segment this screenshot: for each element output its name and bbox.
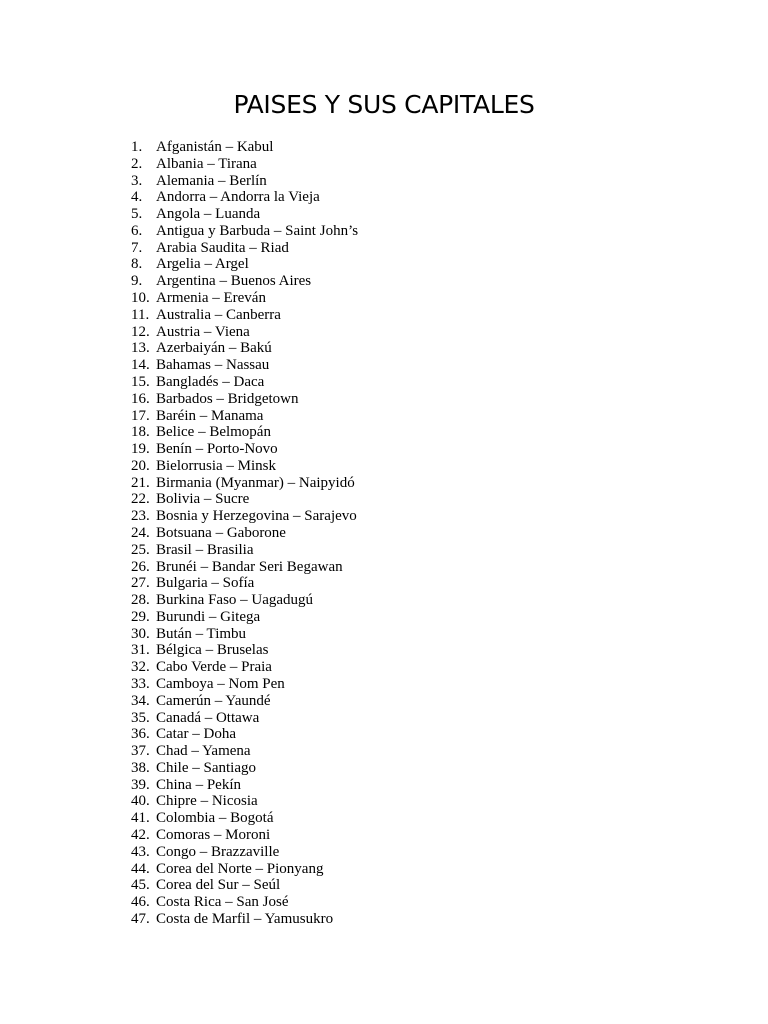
list-item (131, 793, 358, 810)
list-item-number: 5. (131, 206, 143, 223)
list-item-number: 27. (131, 575, 150, 592)
list-item (131, 340, 358, 357)
list-item-number: 47. (131, 910, 150, 927)
list-item-text: Albania – Tirana (156, 155, 257, 172)
list-item-text: Bulgaria – Sofía (156, 575, 255, 592)
list-item-number: 23. (131, 508, 150, 525)
list-item-text: Bahamas – Nassau (156, 357, 270, 374)
list-item (131, 240, 358, 257)
list-item-text: Brunéi – Bandar Seri Begawan (156, 558, 343, 575)
list-item (131, 223, 358, 240)
list-item-number: 11. (131, 306, 150, 323)
list-item-text: Camboya – Nom Pen (156, 676, 285, 692)
list-item-number: 18. (131, 424, 150, 441)
list-item-text: China – Pekín (156, 776, 241, 793)
list-item-text: Chile – Santiago (156, 759, 256, 776)
list-item-text: Australia – Canberra (156, 306, 281, 323)
list-item-text: Bélgica – Bruselas (156, 642, 269, 659)
list-item-text: Costa Rica – San José (156, 894, 289, 911)
list-item (131, 911, 358, 928)
list-item-number: 15. (131, 373, 150, 390)
list-item-text: Argelia – Argel (156, 256, 249, 273)
list-item (131, 156, 358, 173)
list-item-number: 13. (131, 340, 150, 357)
list-item-text: Bután – Timbu (156, 625, 247, 642)
list-item (131, 710, 358, 727)
list-item (131, 324, 358, 341)
list-item (131, 273, 358, 290)
list-item-number: 32. (131, 659, 150, 676)
page-title: PAISES Y SUS CAPITALES (233, 90, 535, 119)
list-item-number: 38. (131, 759, 150, 776)
list-item-number: 41. (131, 810, 150, 827)
list-item (131, 290, 358, 307)
list-item (131, 592, 358, 609)
list-item (131, 374, 358, 391)
list-item-number: 2. (131, 155, 143, 172)
list-item-number: 29. (131, 608, 150, 625)
list-item-text: Antigua y Barbuda – Saint John’s (156, 222, 359, 239)
list-item (131, 206, 358, 223)
list-item (131, 525, 358, 542)
list-item (131, 861, 358, 878)
list-item-text: Corea del Sur – Seúl (156, 877, 281, 894)
list-item-text: Comoras – Moroni (156, 827, 271, 844)
list-item-number: 39. (131, 776, 150, 793)
list-item (131, 173, 358, 190)
list-item-number: 46. (131, 894, 150, 911)
list-item-number: 6. (131, 222, 143, 239)
list-item (131, 659, 358, 676)
list-item (131, 726, 358, 743)
list-item-number: 16. (131, 390, 150, 407)
list-item-text: Cabo Verde – Praia (156, 659, 272, 676)
country-capital-list (131, 139, 358, 928)
list-item (131, 559, 358, 576)
list-item (131, 777, 358, 794)
list-item (131, 441, 358, 458)
list-item-text: Canadá – Ottawa (156, 709, 260, 726)
list-item-text: Bolivia – Sucre (156, 491, 250, 508)
list-item-text: Baréin – Manama (156, 407, 264, 424)
list-item (131, 458, 358, 475)
list-item-number: 45. (131, 877, 150, 894)
list-item (131, 475, 358, 492)
list-item (131, 827, 358, 844)
list-item (131, 894, 358, 911)
list-item-text: Corea del Norte – Pionyang (156, 860, 324, 877)
list-item-number: 4. (131, 189, 143, 206)
list-item-text: Andorra – Andorra la Vieja (156, 189, 320, 206)
list-item (131, 307, 358, 324)
list-item-number: 19. (131, 441, 150, 458)
list-item-text: Congo – Brazzaville (156, 843, 280, 860)
list-item (131, 676, 358, 693)
list-item-text: Catar – Doha (156, 726, 236, 743)
list-item-number: 22. (131, 491, 150, 508)
list-item-number: 24. (131, 524, 150, 541)
list-item-number: 8. (131, 256, 143, 273)
list-item (131, 424, 358, 441)
list-item (131, 542, 358, 559)
list-item-text: Chad – Yamena (156, 743, 251, 760)
list-item (131, 760, 358, 777)
list-item-number: 31. (131, 642, 150, 659)
list-item-number: 25. (131, 541, 150, 558)
list-item-text: Armenia – Ereván (156, 290, 266, 307)
list-item (131, 508, 358, 525)
list-item (131, 844, 358, 861)
list-item (131, 491, 358, 508)
list-item-text: Camerún – Yaundé (156, 692, 271, 709)
list-item-number: 44. (131, 860, 150, 877)
list-item-number: 26. (131, 558, 150, 575)
list-item-number: 33. (131, 676, 150, 692)
list-item (131, 693, 358, 710)
list-item-text: Chipre – Nicosia (156, 793, 258, 810)
list-item (131, 609, 358, 626)
list-item-number: 42. (131, 827, 150, 844)
list-item-text: Costa de Marfil – Yamusukro (156, 910, 334, 927)
list-item-number: 37. (131, 743, 150, 760)
list-item-text: Austria – Viena (156, 323, 250, 340)
list-item-number: 35. (131, 709, 150, 726)
list-item-text: Benín – Porto-Novo (156, 441, 278, 458)
list-item-text: Botsuana – Gaborone (156, 524, 286, 541)
list-item (131, 391, 358, 408)
list-item (131, 642, 358, 659)
list-item (131, 139, 358, 156)
list-item-text: Afganistán – Kabul (156, 139, 274, 155)
list-item-text: Bielorrusia – Minsk (156, 457, 276, 474)
list-item-text: Angola – Luanda (156, 206, 261, 223)
list-item (131, 810, 358, 827)
list-item (131, 626, 358, 643)
list-item (131, 408, 358, 425)
list-item-text: Bosnia y Herzegovina – Sarajevo (156, 508, 357, 525)
list-item-number: 7. (131, 239, 143, 256)
list-item (131, 877, 358, 894)
list-item (131, 189, 358, 206)
list-item-number: 20. (131, 457, 150, 474)
list-item-number: 12. (131, 323, 150, 340)
list-item-text: Colombia – Bogotá (156, 810, 274, 827)
list-item (131, 256, 358, 273)
list-item-number: 28. (131, 592, 150, 609)
list-item-text: Arabia Saudita – Riad (156, 239, 289, 256)
list-item-number: 40. (131, 793, 150, 810)
list-item-number: 10. (131, 290, 150, 307)
list-item-number: 1. (131, 139, 143, 155)
list-item (131, 743, 358, 760)
list-item-text: Alemania – Berlín (156, 172, 267, 189)
list-item-number: 36. (131, 726, 150, 743)
list-item (131, 357, 358, 374)
list-item-text: Argentina – Buenos Aires (156, 273, 312, 290)
list-item-text: Burkina Faso – Uagadugú (156, 592, 314, 609)
list-item-number: 17. (131, 407, 150, 424)
list-item-text: Azerbaiyán – Bakú (156, 340, 272, 357)
list-item-text: Barbados – Bridgetown (156, 390, 299, 407)
list-item-text: Birmania (Myanmar) – Naipyidó (156, 474, 355, 491)
list-item-text: Burundi – Gitega (156, 608, 261, 625)
list-item-number: 9. (131, 273, 143, 290)
list-item-number: 3. (131, 172, 143, 189)
list-item-number: 43. (131, 843, 150, 860)
list-item-text: Bangladés – Daca (156, 373, 265, 390)
list-item-number: 30. (131, 625, 150, 642)
list-item (131, 575, 358, 592)
list-item-number: 21. (131, 474, 150, 491)
list-item-number: 14. (131, 357, 150, 374)
list-item-number: 34. (131, 692, 150, 709)
list-item-text: Belice – Belmopán (156, 424, 271, 441)
list-item-text: Brasil – Brasilia (156, 541, 254, 558)
